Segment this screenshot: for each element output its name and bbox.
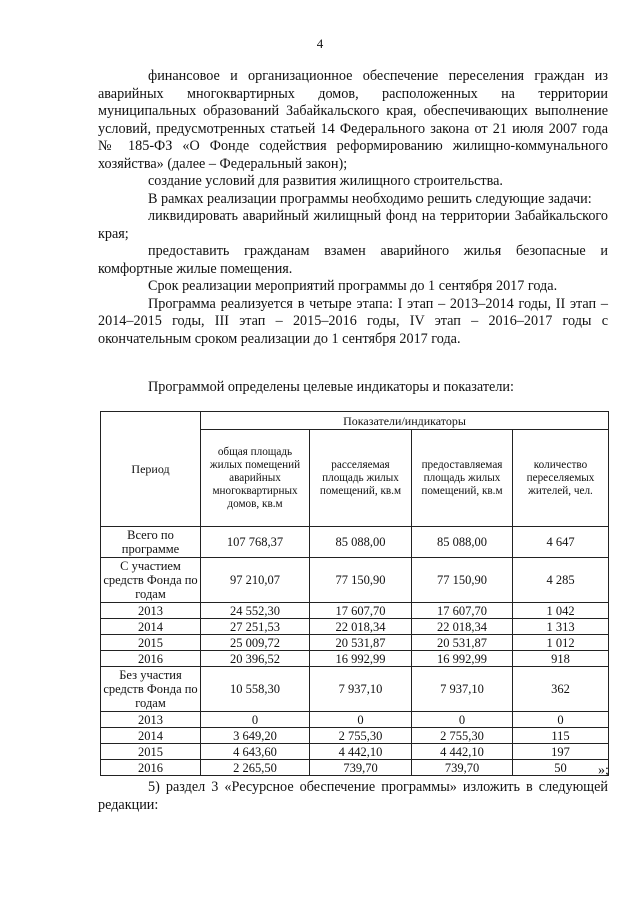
indicators-table <box>100 411 609 776</box>
value-cell: 1 012 <box>513 635 609 651</box>
paragraph: предоставить гражданам взамен аварийного жилья безопасные и комфортные жилые помещения. <box>98 243 608 277</box>
period-cell: Без участия средств Фонда по годам <box>101 667 201 712</box>
value-cell: 0 <box>310 712 412 728</box>
value-cell: 739,70 <box>310 760 412 776</box>
table-row <box>101 712 609 728</box>
table-body <box>101 527 609 776</box>
value-cell: 0 <box>513 712 609 728</box>
value-cell: 197 <box>513 744 609 760</box>
paragraph: В рамках реализации программы необходимо решить следующие задачи: <box>148 190 592 207</box>
value-cell: 17 607,70 <box>412 603 513 619</box>
value-cell: 22 018,34 <box>412 619 513 635</box>
paragraph: Программа реализуется в четыре этапа: I этап – 2013–2014 годы, II этап – 2014–2015 годы, III этап – 2015–2016 годы, IV этап – 2016–2017 годы с окончательным сроком реализации до 1 сентября 2017 года. <box>98 295 608 347</box>
table-row <box>101 619 609 635</box>
value-cell: 918 <box>513 651 609 667</box>
period-cell: 2014 <box>101 619 201 635</box>
table-row <box>101 603 609 619</box>
value-cell: 25 009,72 <box>201 635 310 651</box>
value-cell: 4 647 <box>513 527 609 558</box>
value-cell: 85 088,00 <box>310 527 412 558</box>
table-intro: Программой определены целевые индикаторы и показатели: <box>148 379 514 395</box>
value-cell: 362 <box>513 667 609 712</box>
value-cell: 4 442,10 <box>310 744 412 760</box>
table-row <box>101 760 609 776</box>
value-cell: 0 <box>412 712 513 728</box>
value-cell: 4 442,10 <box>412 744 513 760</box>
value-cell: 4 285 <box>513 558 609 603</box>
value-cell: 10 558,30 <box>201 667 310 712</box>
period-cell: 2014 <box>101 728 201 744</box>
table-row <box>101 651 609 667</box>
value-cell: 97 210,07 <box>201 558 310 603</box>
value-cell: 16 992,99 <box>310 651 412 667</box>
table-row <box>101 744 609 760</box>
value-cell: 115 <box>513 728 609 744</box>
after-table-text <box>98 778 608 814</box>
period-header: Период <box>101 412 201 527</box>
paragraph: ликвидировать аварийный жилищный фонд на территории Забайкальского края; <box>98 208 608 242</box>
value-cell: 3 649,20 <box>201 728 310 744</box>
value-cell: 7 937,10 <box>412 667 513 712</box>
column-header: предоставляемая площадь жилых помещений, кв.м <box>412 430 513 527</box>
value-cell: 2 265,50 <box>201 760 310 776</box>
value-cell: 7 937,10 <box>310 667 412 712</box>
value-cell: 2 755,30 <box>412 728 513 744</box>
value-cell: 20 396,52 <box>201 651 310 667</box>
value-cell: 77 150,90 <box>310 558 412 603</box>
body-text <box>98 68 608 348</box>
page-number: 4 <box>316 36 324 51</box>
value-cell: 77 150,90 <box>412 558 513 603</box>
value-cell: 1 042 <box>513 603 609 619</box>
value-cell: 27 251,53 <box>201 619 310 635</box>
value-cell: 2 755,30 <box>310 728 412 744</box>
period-cell: 2013 <box>101 712 201 728</box>
table-row <box>101 635 609 651</box>
value-cell: 17 607,70 <box>310 603 412 619</box>
column-header: общая площадь жилых помещений аварийных многоквартирных домов, кв.м <box>201 430 310 527</box>
value-cell: 16 992,99 <box>412 651 513 667</box>
table-row <box>101 667 609 712</box>
period-cell: 2015 <box>101 744 201 760</box>
value-cell: 0 <box>201 712 310 728</box>
period-cell: Всего по программе <box>101 527 201 558</box>
period-cell: 2016 <box>101 760 201 776</box>
value-cell: 20 531,87 <box>310 635 412 651</box>
paragraph: 5) раздел 3 «Ресурсное обеспечение программы» изложить в следующей редакции: <box>98 779 608 813</box>
value-cell: 24 552,30 <box>201 603 310 619</box>
value-cell: 1 313 <box>513 619 609 635</box>
value-cell: 4 643,60 <box>201 744 310 760</box>
period-cell: 2015 <box>101 635 201 651</box>
value-cell: 739,70 <box>412 760 513 776</box>
period-cell: С участием средств Фонда по годам <box>101 558 201 603</box>
value-cell: 85 088,00 <box>412 527 513 558</box>
indicators-group-header: Показатели/индикаторы <box>201 412 609 430</box>
paragraph: финансовое и организационное обеспечение переселения граждан из аварийных многоквартирных домов, расположенных на территории муниципальных образований Забайкальского края, обеспечивающих выполнение условий, предусмотренных статьей 14 Федерального закона от 21 июля 2007 года № 185-ФЗ «О Фонде содействия реформированию жилищно-коммунального хозяйства» (далее – Федеральный закон); <box>98 68 608 172</box>
table-row <box>101 728 609 744</box>
value-cell: 107 768,37 <box>201 527 310 558</box>
column-header: расселяемая площадь жилых помещений, кв.м <box>310 430 412 527</box>
value-cell: 50 <box>513 760 609 776</box>
paragraph: создание условий для развития жилищного строительства. <box>148 173 503 189</box>
table-row <box>101 527 609 558</box>
period-cell: 2013 <box>101 603 201 619</box>
value-cell: 20 531,87 <box>412 635 513 651</box>
value-cell: 22 018,34 <box>310 619 412 635</box>
table-row <box>101 558 609 603</box>
paragraph: Срок реализации мероприятий программы до 1 сентября 2017 года. <box>148 278 558 294</box>
closing-quote: »; <box>598 763 609 778</box>
period-cell: 2016 <box>101 651 201 667</box>
column-header: количество переселяемых жителей, чел. <box>513 430 609 527</box>
